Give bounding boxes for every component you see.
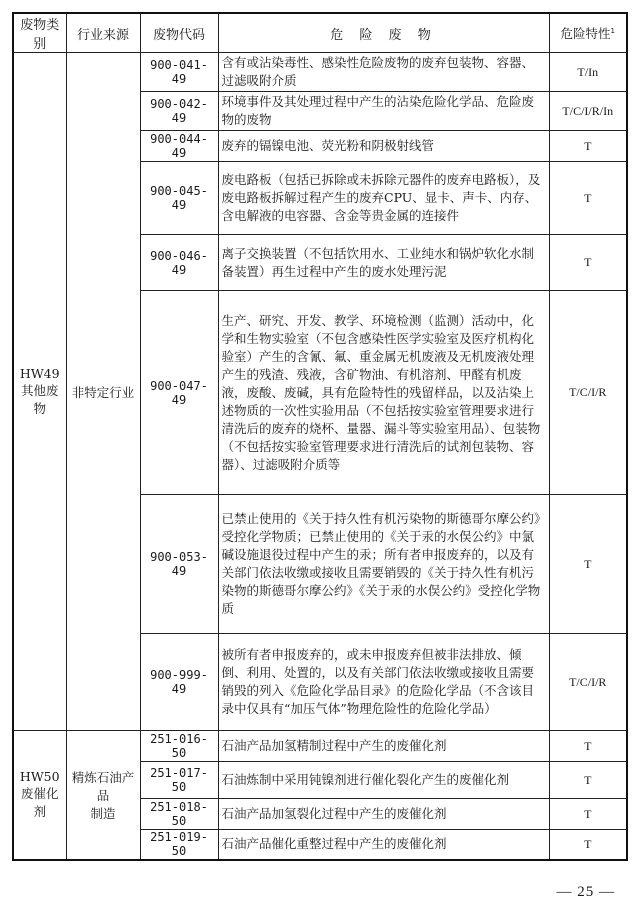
- hazard-property: T/C/I/R/In: [549, 92, 627, 131]
- page-number: — 25 —: [556, 884, 615, 900]
- category-name: 废催化剂: [20, 786, 59, 820]
- table-header-row: [13, 13, 627, 53]
- category-code: HW49: [19, 366, 60, 381]
- footnote-marker: 1: [610, 26, 615, 35]
- hazard-property: T: [549, 830, 627, 860]
- hazard-property: T: [549, 731, 627, 762]
- hazard-property: T: [549, 162, 627, 235]
- waste-code: 900-046-49: [140, 235, 218, 291]
- header-hazard-property-label: 危险特性: [560, 26, 611, 41]
- hazard-property: T: [549, 131, 627, 162]
- waste-code: 900-041-49: [140, 53, 218, 92]
- waste-description: 环境事件及其处理过程中产生的沾染危险化学品、危险废物的废物: [218, 92, 549, 131]
- waste-code: 251-017-50: [140, 762, 218, 799]
- waste-description: 石油产品加氢精制过程中产生的废催化剂: [218, 731, 549, 762]
- industry-line: 精炼石油产品: [71, 769, 135, 803]
- waste-description: 石油产品催化重整过程中产生的废催化剂: [218, 830, 549, 860]
- waste-code: 900-047-49: [140, 291, 218, 495]
- industry-cell: [66, 731, 140, 860]
- industry-cell: 非特定行业: [66, 53, 140, 731]
- waste-description: 废弃的镉镍电池、荧光粉和阴极射线管: [218, 131, 549, 162]
- hazard-property: T: [549, 495, 627, 634]
- category-cell-hw49: [13, 53, 66, 731]
- waste-code: 251-018-50: [140, 799, 218, 830]
- hazardous-waste-table: [12, 12, 628, 861]
- category-name: 其他废物: [20, 383, 59, 416]
- waste-code: 900-042-49: [140, 92, 218, 131]
- header-industry: 行业来源: [66, 13, 140, 53]
- hazard-property: T: [549, 235, 627, 291]
- category-code: HW50: [19, 769, 60, 785]
- waste-code: 251-019-50: [140, 830, 218, 860]
- waste-code: 900-999-49: [140, 634, 218, 731]
- waste-description: 离子交换装置（不包括饮用水、工业纯水和锅炉软化水制备装置）再生过程中产生的废水处理污泥: [218, 235, 549, 291]
- waste-description: 石油炼制中采用钝镍剂进行催化裂化产生的废催化剂: [218, 762, 549, 799]
- table-row: [13, 53, 627, 92]
- hazard-property: T/C/I/R: [549, 291, 627, 495]
- hazard-property: T: [549, 799, 627, 830]
- waste-code: 900-045-49: [140, 162, 218, 235]
- header-hazardous-waste: 危 险 废 物: [218, 13, 549, 53]
- waste-description: 含有或沾染毒性、感染性危险废物的废弃包装物、容器、过滤吸附介质: [218, 53, 549, 92]
- hazard-property: T: [549, 762, 627, 799]
- industry-line: 制造: [90, 805, 116, 821]
- waste-description: 被所有者申报废弃的，或未申报废弃但被非法排放、倾倒、利用、处置的，以及有关部门依法收缴或接收且需要销毁的列入《危险化学品目录》的危险化学品（不含该目录中仅具有“加压气体”物理危险性的危险化学品）: [218, 634, 549, 731]
- waste-code: 900-053-49: [140, 495, 218, 634]
- header-category: 废物类别: [13, 13, 66, 53]
- header-hazard-property: [549, 13, 627, 53]
- table-row: [13, 731, 627, 762]
- waste-description: 生产、研究、开发、教学、环境检测（监测）活动中，化学和生物实验室（不包含感染性医学实验室及医疗机构化验室）产生的含氰、氟、重金属无机废液及无机废液处理产生的残渣、残液，含矿物油、有机溶剂、甲醛有机废液，废酸、废碱，具有危险特性的残留样品，以及沾染上述物质的一次性实验用品（不包括按实验室管理要求进行清洗后的废弃的烧杯、量器、漏斗等实验室用品）、包装物（不包括按实验室管理要求进行清洗后的试剂包装物、容器）、过滤吸附介质等: [218, 291, 549, 495]
- hazard-property: T/C/I/R: [549, 634, 627, 731]
- category-cell-hw50: [13, 731, 66, 860]
- waste-description: 废电路板（包括已拆除或未拆除元器件的废弃电路板），及废电路板拆解过程产生的废弃CPU、显卡、声卡、内存、含电解液的电容器、含金等贵金属的连接件: [218, 162, 549, 235]
- waste-description: 石油产品加氢裂化过程中产生的废催化剂: [218, 799, 549, 830]
- waste-description: 已禁止使用的《关于持久性有机污染物的斯德哥尔摩公约》受控化学物质；已禁止使用的《关于汞的水俣公约》中氯碱设施退役过程中产生的汞；所有者申报废弃的，以及有关部门依法收缴或接收且需要销毁的《关于持久性有机污染物的斯德哥尔摩公约》《关于汞的水俣公约》受控化学物质: [218, 495, 549, 634]
- waste-code: 900-044-49: [140, 131, 218, 162]
- header-code: 废物代码: [140, 13, 218, 53]
- hazard-property: T/In: [549, 53, 627, 92]
- waste-code: 251-016-50: [140, 731, 218, 762]
